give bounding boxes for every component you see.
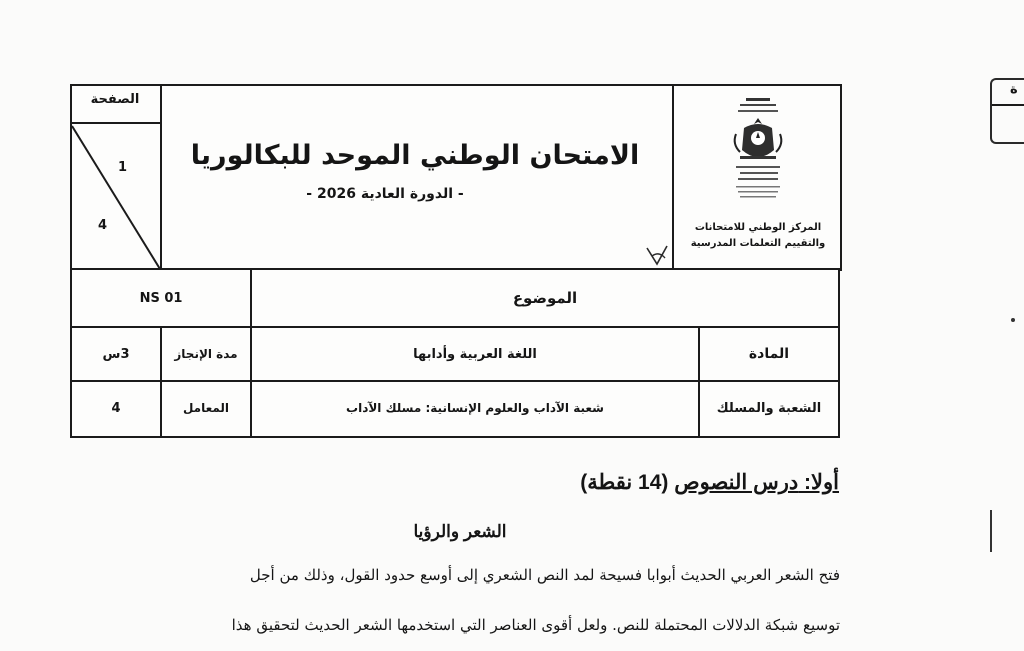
edge-bracket (990, 510, 992, 552)
section-title-points: (14 نقطة) (580, 471, 675, 494)
branch-value: شعبة الآداب والعلوم الإنسانية: مسلك الآداب (346, 401, 604, 415)
page-label: الصفحة (90, 92, 140, 107)
paragraph-line-2: توسيع شبكة الدلالات المحتملة للنص. ولعل أقوى العناصر التي استخدمها الشعر الحديث لتحقيق هذا (231, 616, 840, 634)
adjacent-page-box (990, 78, 1024, 144)
section-title-prefix: أولا: (798, 471, 839, 494)
subject-header: الموضوع (512, 289, 578, 307)
adjacent-page-fragment: ة (1010, 82, 1018, 97)
coefficient-label: المعامل (182, 401, 230, 415)
branch-label: الشعبة والمسلك (716, 400, 822, 416)
edge-dot (1011, 318, 1015, 322)
page-total: 4 (98, 218, 108, 233)
subject-value: اللغة العربية وأدابها (413, 346, 537, 362)
ministry-logo-cell (672, 84, 842, 271)
institution-line-1: المركز الوطني للامتحانات (694, 222, 822, 233)
exam-session: - الدورة العادية 2026 - (306, 186, 464, 202)
institution-line-2: والتقييم التعلمات المدرسية (690, 238, 826, 249)
exam-info-table (70, 268, 840, 438)
duration-value: 3س (102, 346, 130, 362)
section-title-main: درس النصوص (674, 471, 799, 494)
page-current: 1 (118, 160, 128, 175)
duration-label: مدة الإنجاز (174, 347, 238, 361)
exam-title: الامتحان الوطني الموحد للبكالوريا (190, 140, 640, 171)
page-number-cell (70, 84, 162, 271)
coefficient-value: 4 (111, 400, 121, 416)
section-title (580, 470, 839, 495)
ministry-emblem-icon (726, 94, 790, 214)
page-divider-diagonal (70, 124, 160, 269)
text-title: الشعر والرؤيا (413, 522, 507, 541)
exam-code: NS 01 (139, 290, 183, 306)
paragraph-line-1: فتح الشعر العربي الحديث أبوابا فسيحة لمد النص الشعري إلى أوسع حدود القول، وذلك من أجل (249, 566, 840, 584)
subject-label: المادة (748, 346, 790, 362)
handwritten-mark-icon (643, 242, 671, 270)
